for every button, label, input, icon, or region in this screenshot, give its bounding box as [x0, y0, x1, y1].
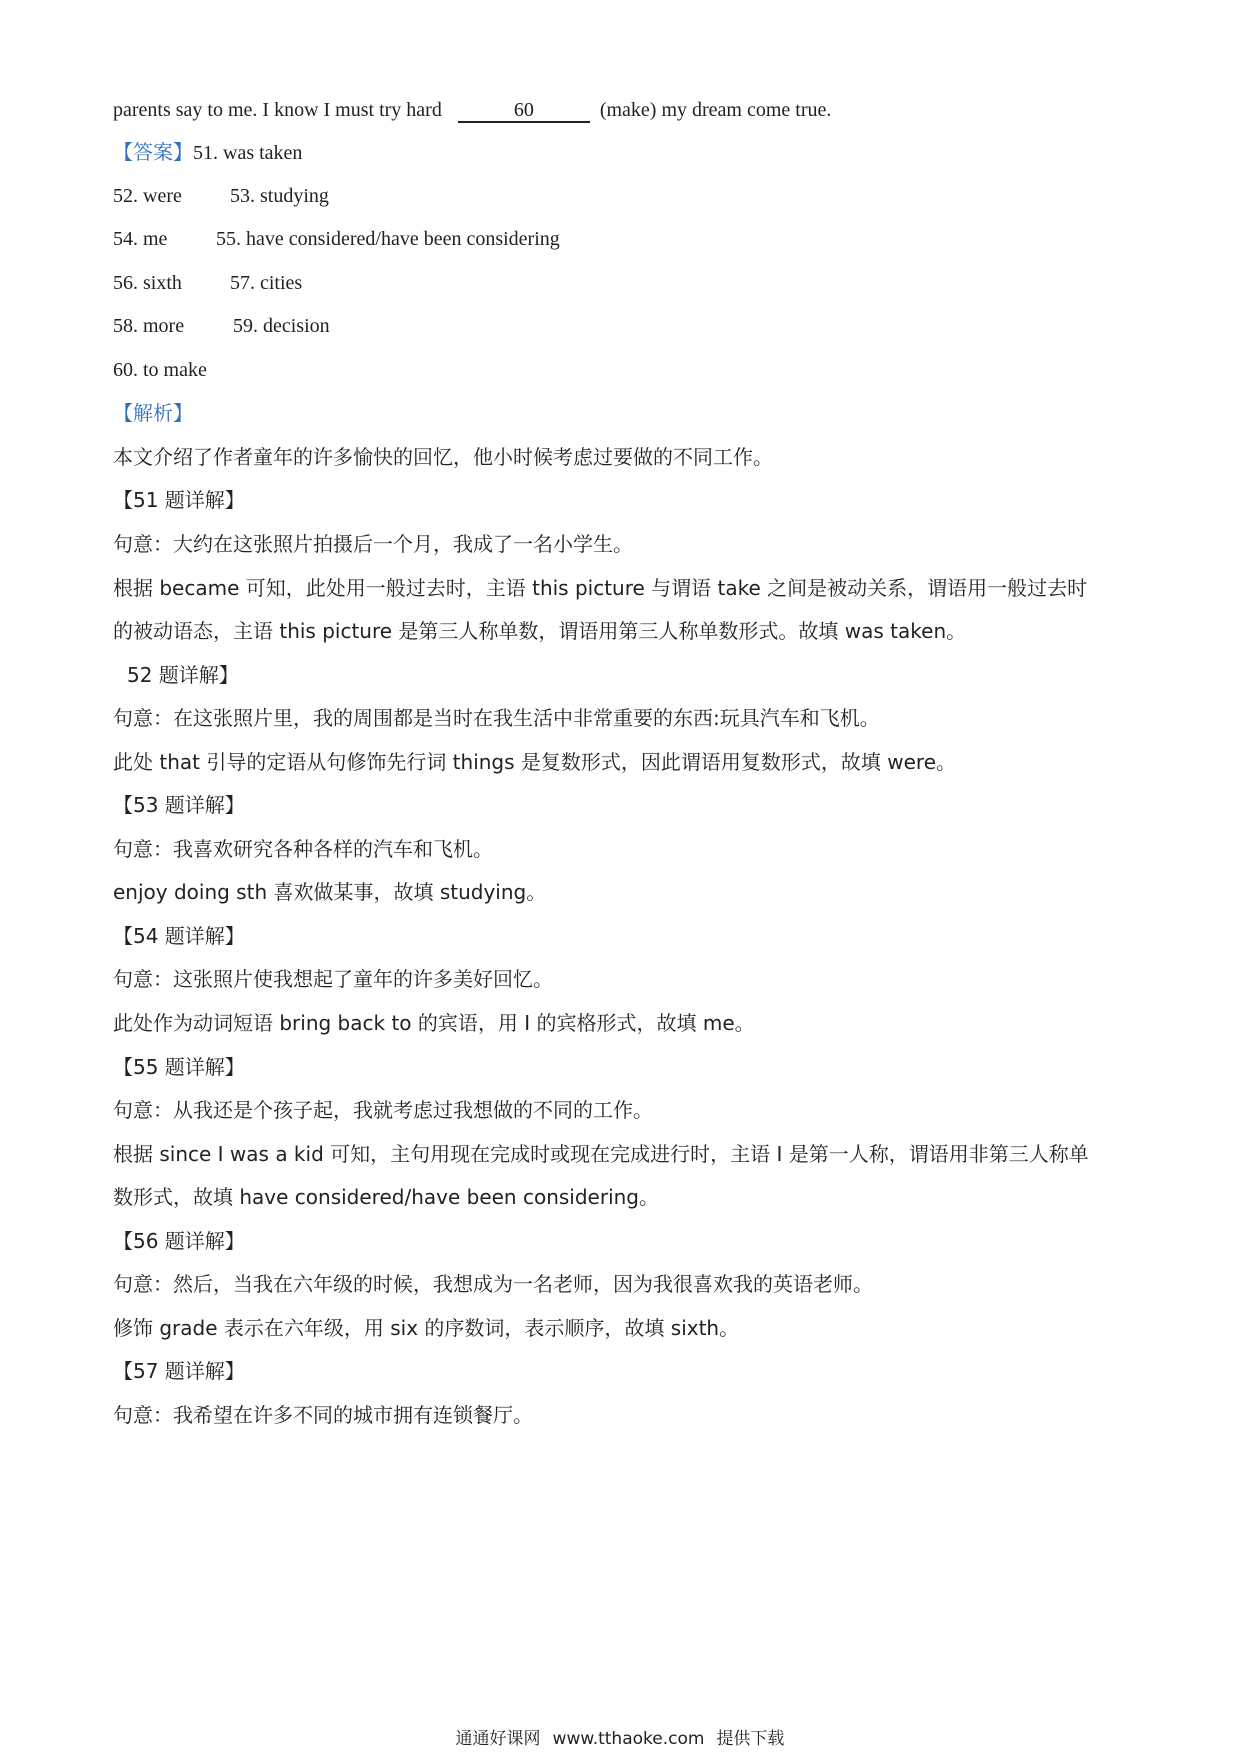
- answer-tag: 【答案】: [113, 140, 193, 164]
- q53-heading: 【53 题详解】: [113, 793, 245, 817]
- q54-meaning: 句意：这张照片使我想起了童年的许多美好回忆。: [113, 967, 553, 991]
- answer-53: 53. studying: [230, 185, 329, 207]
- answer-line-51: [113, 139, 302, 166]
- q52-explain-1: 此处 that 引导的定语从句修饰先行词 things 是复数形式，因此谓语用复数形式，故填 were。: [113, 750, 957, 774]
- summary: 本文介绍了作者童年的许多愉快的回忆，他小时候考虑过要做的不同工作。: [113, 445, 773, 469]
- analysis-tag: 【解析】: [113, 401, 193, 425]
- q53-meaning: 句意：我喜欢研究各种各样的汽车和飞机。: [113, 837, 493, 861]
- answer-56: 56. sixth: [113, 272, 182, 294]
- q52-meaning: 句意：在这张照片里，我的周围都是当时在我生活中非常重要的东西:玩具汽车和飞机。: [113, 706, 880, 730]
- question-60-prefix: parents say to me. I know I must try hard: [113, 99, 442, 121]
- q55-explain-2: 数形式，故填 have considered/have been considering。: [113, 1185, 659, 1209]
- answer-55: 55. have considered/have been considering: [216, 228, 560, 250]
- q56-explain-1: 修饰 grade 表示在六年级，用 six 的序数词，表示顺序，故填 sixth。: [113, 1316, 740, 1340]
- q57-heading: 【57 题详解】: [113, 1359, 245, 1383]
- answer-51: 51. was taken: [193, 142, 303, 164]
- answer-line-56-57: [113, 270, 302, 296]
- answer-line-58-59: [113, 313, 330, 339]
- footer-note: 提供下载: [716, 1729, 785, 1749]
- q53-explain-1: enjoy doing sth 喜欢做某事，故填 studying。: [113, 880, 547, 904]
- answer-60: 60. to make: [113, 359, 207, 381]
- q55-heading: 【55 题详解】: [113, 1055, 245, 1079]
- answer-line-52-53: [113, 183, 329, 209]
- q51-heading: 【51 题详解】: [113, 488, 245, 512]
- footer-site-name: 通通好课网: [455, 1729, 541, 1749]
- q55-explain-1: 根据 since I was a kid 可知，主句用现在完成时或现在完成进行时，主语 I 是第一人称，谓语用非第三人称单: [113, 1142, 1089, 1166]
- q55-meaning: 句意：从我还是个孩子起，我就考虑过我想做的不同的工作。: [113, 1098, 653, 1122]
- answer-54: 54. me: [113, 228, 168, 250]
- q51-explain-1: 根据 became 可知，此处用一般过去时，主语 this picture 与谓语 take 之间是被动关系，谓语用一般过去时: [113, 576, 1088, 600]
- question-60-line: [113, 97, 831, 123]
- q56-meaning: 句意：然后，当我在六年级的时候，我想成为一名老师，因为我很喜欢我的英语老师。: [113, 1272, 873, 1296]
- q51-explain-2: 的被动语态，主语 this picture 是第三人称单数，谓语用第三人称单数形式。故填 was taken。: [113, 619, 967, 643]
- answer-line-54-55: [113, 226, 560, 252]
- q54-heading: 【54 题详解】: [113, 924, 245, 948]
- q56-heading: 【56 题详解】: [113, 1229, 245, 1253]
- page-footer: [0, 1728, 1240, 1750]
- q51-meaning: 句意：大约在这张照片拍摄后一个月，我成了一名小学生。: [113, 532, 633, 556]
- q54-explain-1: 此处作为动词短语 bring back to 的宾语，用 I 的宾格形式，故填 me。: [113, 1011, 755, 1035]
- answer-58: 58. more: [113, 315, 185, 337]
- answer-57: 57. cities: [230, 272, 303, 294]
- answer-52: 52. were: [113, 185, 182, 207]
- answer-blank-60: 60: [458, 99, 590, 123]
- q52-heading: 52 题详解】: [127, 663, 239, 687]
- answer-59: 59. decision: [233, 315, 330, 337]
- q57-meaning: 句意：我希望在许多不同的城市拥有连锁餐厅。: [113, 1403, 533, 1427]
- question-60-suffix: (make) my dream come true.: [599, 99, 832, 121]
- footer-url[interactable]: www.tthaoke.com: [552, 1729, 705, 1749]
